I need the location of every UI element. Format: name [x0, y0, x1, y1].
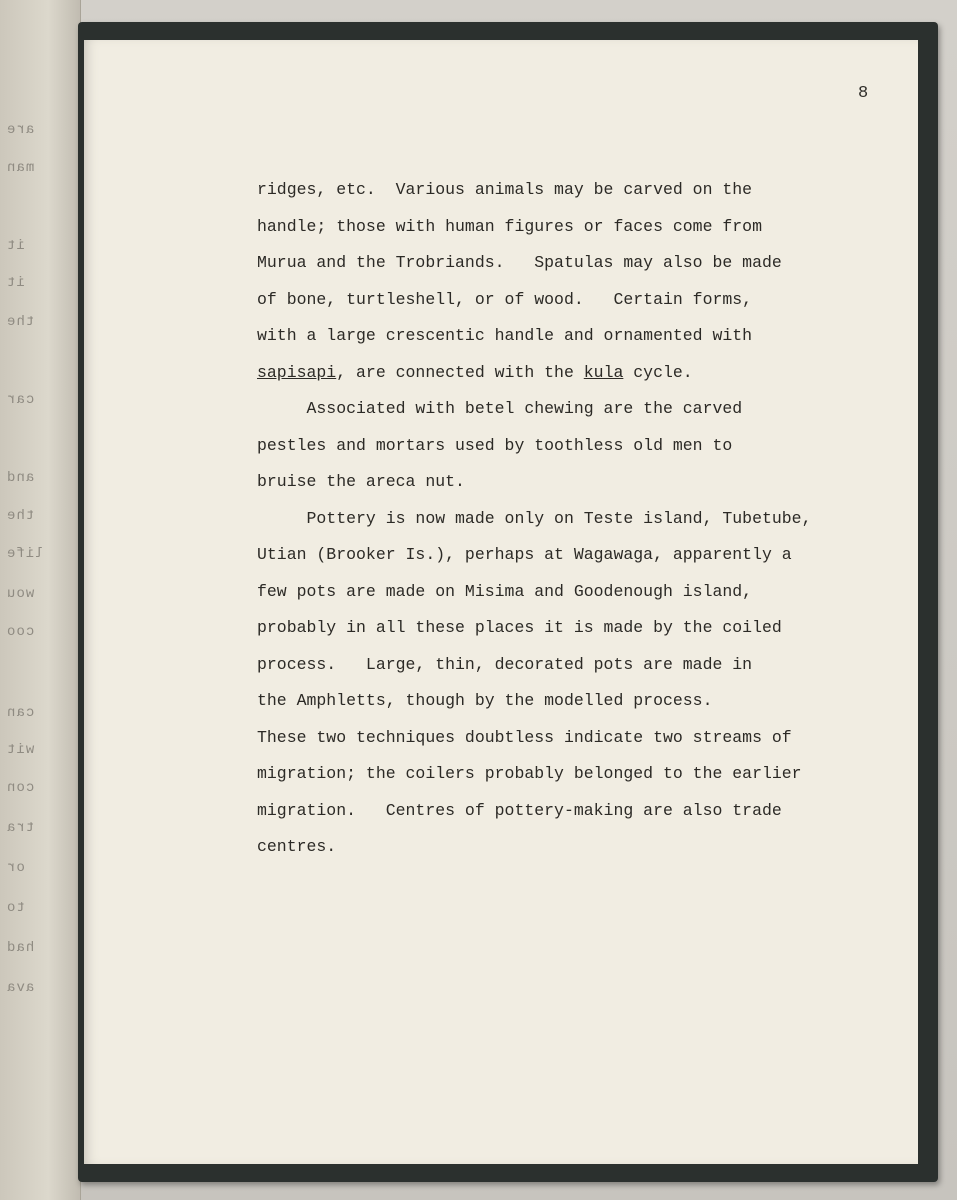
text-line: These two techniques doubtless indicate two streams of [257, 727, 792, 747]
document-page [84, 40, 918, 1164]
left-page-fragment: life [6, 546, 44, 562]
text-line: migration. Centres of pottery-making are also trade [257, 800, 782, 820]
left-page-fragment: man [6, 160, 35, 176]
text-line: handle; those with human figures or faces come from [257, 216, 762, 236]
left-page-fragment: tra [6, 820, 35, 836]
left-page-fragment: it [6, 238, 25, 254]
text-line: Associated with betel chewing are the carved [257, 399, 743, 418]
text-line [257, 355, 897, 392]
left-page-fragment: it [6, 275, 25, 291]
left-page-fragment: wou [6, 586, 35, 602]
text-line: centres. [257, 837, 337, 856]
left-page-fragment: to [6, 900, 25, 916]
text-line: few pots are made on Misima and Goodenough island, [257, 581, 753, 601]
text-line: bruise the areca nut. [257, 472, 465, 491]
left-page-edge [0, 0, 81, 1200]
text-span: cycle. [623, 362, 693, 382]
left-page-fragment: coo [6, 624, 35, 640]
underlined-term: kula [583, 362, 624, 382]
text-span: , are connected with the [336, 362, 584, 382]
left-page-fragment: or [6, 860, 25, 876]
left-page-fragment: ava [6, 980, 35, 996]
text-line: migration; the coilers probably belonged to the earlier [257, 764, 802, 783]
text-line: of bone, turtleshell, or of wood. Certain forms, [257, 289, 753, 309]
text-line: Utian (Brooker Is.), perhaps at Wagawaga, apparently a [257, 545, 792, 564]
page-body [257, 172, 897, 866]
underlined-term: sapisapi [257, 362, 337, 382]
left-page-fragment: con [6, 780, 35, 796]
text-line: pestles and mortars used by toothless old men to [257, 435, 733, 455]
left-page-fragment: wit [6, 742, 35, 758]
page-number: 8 [858, 84, 869, 103]
text-line: process. Large, thin, decorated pots are made in [257, 654, 753, 674]
left-page-fragment: the [6, 314, 35, 330]
left-page-fragment: and [6, 470, 35, 486]
text-line: the Amphletts, though by the modelled process. [257, 691, 713, 710]
left-page-fragment: had [6, 940, 35, 956]
left-page-fragment: car [6, 392, 35, 408]
left-page-fragment: are [6, 122, 35, 138]
text-line: Pottery is now made only on Teste island, Tubetube, [257, 508, 812, 528]
text-line: ridges, etc. Various animals may be carved on the [257, 180, 753, 199]
text-line: probably in all these places it is made by the coiled [257, 618, 782, 637]
left-page-fragment: the [6, 508, 35, 524]
left-page-fragment: can [6, 705, 35, 721]
text-line: with a large crescentic handle and ornamented with [257, 326, 753, 345]
text-line: Murua and the Trobriands. Spatulas may also be made [257, 253, 782, 272]
